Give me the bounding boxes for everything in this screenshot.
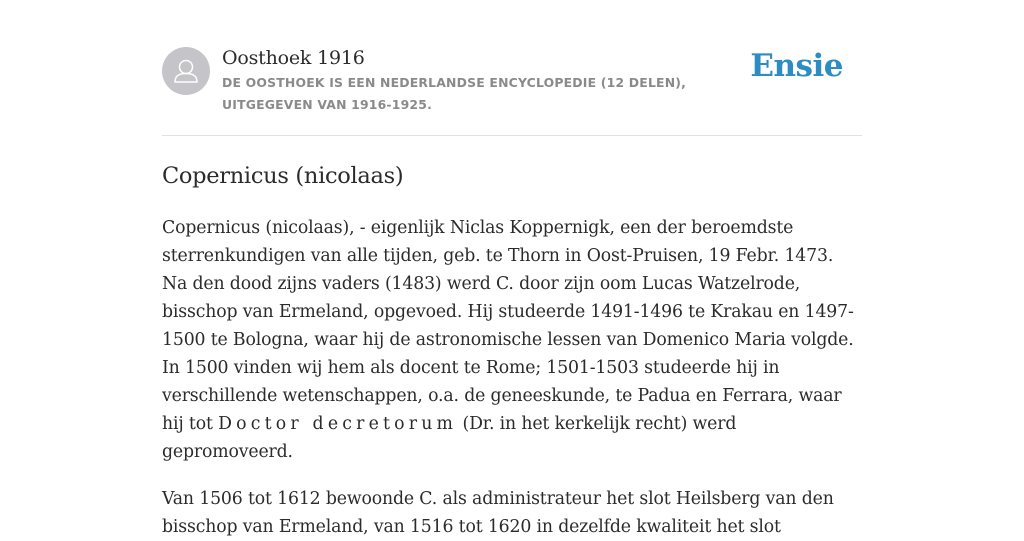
- brand-logo[interactable]: Ensie: [750, 48, 843, 84]
- article-paragraph: Van 1506 tot 1612 bewoonde C. als administrateur het slot Heilsberg van den bisschop van Ermeland, van 1516 tot 1620 in dezelfde kwaliteit het slot: [162, 489, 834, 537]
- source-avatar[interactable]: [162, 47, 210, 95]
- spaced-term: Doctor decretorum: [218, 414, 458, 434]
- source-title[interactable]: Oosthoek 1916: [222, 47, 365, 69]
- article-title: Copernicus (nicolaas): [162, 163, 404, 189]
- paragraph-text: Copernicus (nicolaas), - eigenlijk Niclas Koppernigk, een der beroemdste sterrenkundigen van alle tijden, geb. te Thorn in Oost-Pruisen, 19 Febr. 1473. Na den dood zijns vaders (1483) werd C. door zijn oom Lucas Watzelrode, bisschop van Ermeland, opgevoed. Hij studeerde 1491-1496 te Krakau en 1497-1500 te Bologna, waar hij de astronomische lessen van Domenico Maria volgde. In 1500 vinden wij hem als docent te Rome; 1501-1503 studeerde hij in verschillende wetenschappen, o.a. de geneeskunde, te Padua en Ferrara, waar hij tot: [162, 218, 854, 434]
- source-info: [222, 44, 762, 116]
- article-paragraph: [162, 214, 862, 466]
- source-header: [162, 0, 862, 136]
- paragraph-text: (Dr. in het kerkelijk recht) werd gepromoveerd.: [162, 414, 737, 462]
- source-description: DE OOSTHOEK IS EEN NEDERLANDSE ENCYCLOPEDIE (12 DELEN), UITGEGEVEN VAN 1916-1925.: [222, 75, 687, 112]
- user-icon: [162, 47, 210, 95]
- content-container: [162, 0, 862, 541]
- article-body: [162, 214, 862, 541]
